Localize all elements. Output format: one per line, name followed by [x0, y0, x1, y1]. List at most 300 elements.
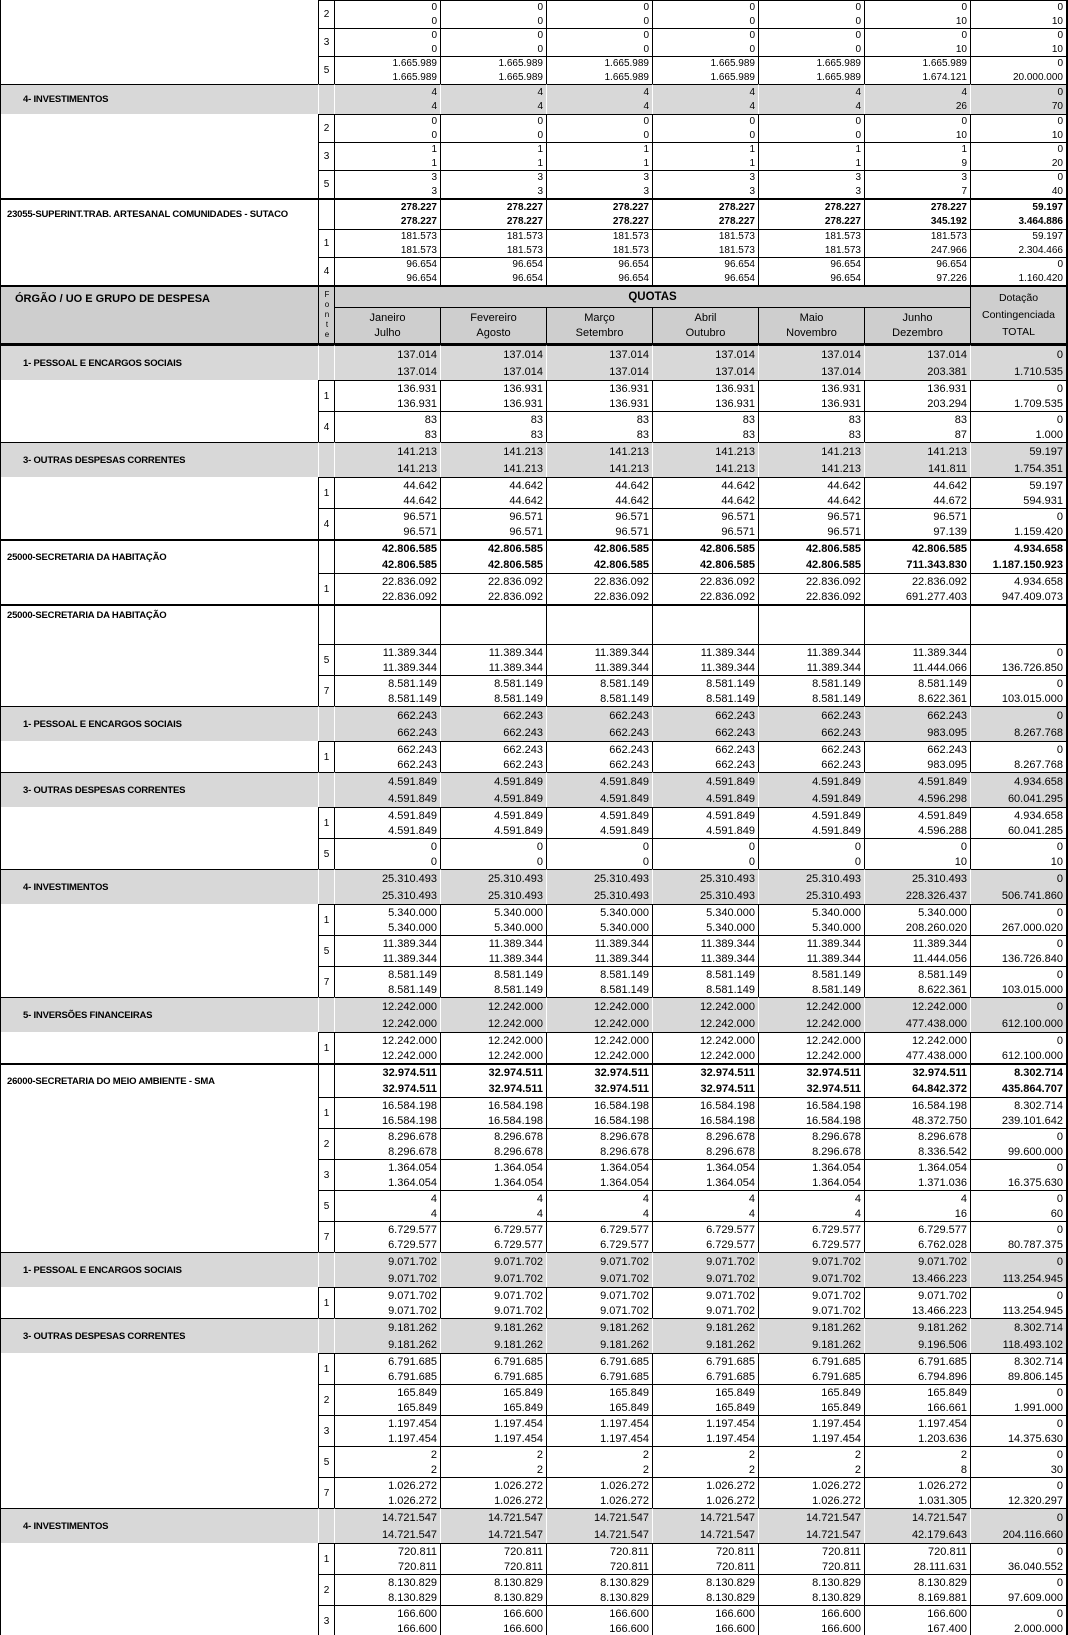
- quota-line1: 83: [954, 413, 967, 426]
- total-cell: [970, 741, 1066, 772]
- quota-line2: 8.130.829: [706, 1591, 755, 1604]
- quota-cell: [546, 935, 652, 966]
- total-cell: [970, 1128, 1066, 1159]
- quota-line1: 662.243: [821, 709, 861, 722]
- quota-line1: 6.791.685: [706, 1355, 755, 1368]
- label-cell: [1, 904, 318, 935]
- quota-cell: [440, 1159, 546, 1190]
- quota-cell: [864, 644, 970, 675]
- dotacao-value: 0: [1056, 1448, 1063, 1461]
- fonte-cell: [318, 997, 334, 1032]
- fonte-cell: 3: [318, 1605, 334, 1635]
- fonte-header-label: Fonte: [322, 290, 332, 340]
- quota-line2: 9.071.702: [600, 1304, 649, 1317]
- quota-line2: 8.130.829: [494, 1591, 543, 1604]
- label-cell: [1, 170, 318, 198]
- quota-line1: 141.213: [927, 445, 967, 458]
- fonte-cell: 1: [318, 380, 334, 411]
- quota-line2: 247.966: [930, 244, 967, 256]
- quota-cell: [652, 442, 758, 477]
- quota-cell: [440, 539, 546, 573]
- quota-line1: 12.242.000: [487, 1034, 543, 1047]
- quota-line2: 2: [854, 1463, 861, 1476]
- quota-line2: 0: [643, 15, 649, 27]
- quota-line2: 662.243: [821, 726, 861, 739]
- quota-line2: 8.581.149: [600, 692, 649, 705]
- quota-line1: 12.242.000: [593, 1000, 649, 1013]
- quota-line2: 32.974.511: [700, 1083, 755, 1095]
- dotacao-value: 0: [1056, 1511, 1063, 1524]
- quota-line1: [441, 606, 546, 625]
- quota-line2: 720.811: [716, 1560, 755, 1573]
- quota-line2: 166.600: [503, 1622, 543, 1635]
- quota-cell: [758, 0, 864, 28]
- quota-line1: 0: [642, 840, 649, 853]
- quota-cell: [440, 1190, 546, 1221]
- quota-line2: 1.665.989: [710, 71, 755, 83]
- quota-line1: 44.642: [509, 479, 543, 492]
- group-row: [1, 997, 1066, 1032]
- quota-cell: [864, 1128, 970, 1159]
- total-value: 435.864.707: [1001, 1083, 1063, 1095]
- quota-cell: [334, 442, 440, 477]
- dotacao-value: 0: [1056, 709, 1063, 722]
- quota-cell: [546, 997, 652, 1032]
- quota-line1: 3: [537, 172, 543, 184]
- label-cell: [1, 807, 318, 838]
- quota-cell: [864, 1477, 970, 1508]
- quota-line1: 42.806.585: [381, 543, 437, 555]
- quota-cell: [864, 1287, 970, 1318]
- fonte-header-cell: [318, 287, 334, 343]
- fonte-cell: 5: [318, 1190, 334, 1221]
- total-value: 113.254.945: [1002, 1272, 1063, 1285]
- label-cell: 5- INVERSÕES FINANCEIRAS: [1, 997, 318, 1032]
- quota-line2: 203.381: [927, 365, 967, 378]
- quota-line2: 8.581.149: [812, 692, 861, 705]
- quota-line1: 137.014: [927, 348, 967, 361]
- quota-cell: [440, 84, 546, 114]
- quota-line2: 2: [430, 1463, 437, 1476]
- quota-line1: 25.310.493: [805, 872, 861, 885]
- label-cell: [1, 380, 318, 411]
- quota-line2: 48.372.750: [911, 1114, 967, 1127]
- quota-cell: [864, 345, 970, 380]
- quota-line1: 662.243: [927, 743, 967, 756]
- quota-line1: 11.389.344: [488, 646, 543, 659]
- quota-cell: [334, 142, 440, 170]
- fonte-cell: 1: [318, 229, 334, 257]
- total-value: 136.726.850: [1001, 661, 1063, 674]
- quota-line1: 4.591.849: [812, 775, 861, 788]
- quota-line1: 1.197.454: [494, 1417, 543, 1430]
- quota-line1: 4: [642, 1192, 649, 1205]
- dotacao-value: 0: [1056, 1289, 1063, 1302]
- quota-line1: 5.340.000: [918, 906, 967, 919]
- quota-cell: [652, 1252, 758, 1287]
- quota-cell: [546, 1353, 652, 1384]
- label-cell: [1, 1032, 318, 1063]
- quota-line1: 137.014: [503, 348, 543, 361]
- fonte-cell: [318, 1252, 334, 1287]
- quota-line2: 83: [424, 428, 437, 441]
- label-cell: [1, 1128, 318, 1159]
- quota-cell: [440, 442, 546, 477]
- quota-line1: 3: [643, 172, 649, 184]
- dotacao-header-line2: Contingenciada: [982, 308, 1055, 321]
- quota-line2: 4.591.849: [494, 792, 543, 805]
- quota-line1: 32.974.511: [488, 1067, 543, 1079]
- total-cell: [970, 142, 1066, 170]
- fonte-row: [1, 1415, 1066, 1446]
- quota-line2: 181.573: [612, 244, 649, 256]
- quota-cell: [440, 1128, 546, 1159]
- quota-line2: 14.721.547: [487, 1528, 543, 1541]
- quota-line1: 6.729.577: [918, 1223, 967, 1236]
- quota-line1: 9.181.262: [918, 1321, 967, 1334]
- quota-cell: [334, 1190, 440, 1221]
- quota-line1: 662.243: [821, 743, 861, 756]
- quota-cell: [758, 539, 864, 573]
- quota-line1: 3: [855, 172, 861, 184]
- quota-line2: 5.340.000: [600, 921, 649, 934]
- quota-line2: 9.071.702: [494, 1304, 543, 1317]
- quota-cell: [546, 1221, 652, 1252]
- total-cell: [970, 229, 1066, 257]
- fonte-row: [1, 380, 1066, 411]
- quota-cell: [758, 675, 864, 706]
- total-cell: [970, 539, 1066, 573]
- quota-cell: [334, 997, 440, 1032]
- quota-cell: [334, 1287, 440, 1318]
- quota-line1: 83: [848, 413, 861, 426]
- quota-cell: [334, 1063, 440, 1097]
- month-line2: Dezembro: [892, 326, 943, 339]
- quota-line1: 136.931: [609, 382, 649, 395]
- quota-line1: 278.227: [824, 201, 861, 213]
- label-cell: [1, 1287, 318, 1318]
- quota-line2: 0: [749, 43, 755, 55]
- quota-line2: 9.071.702: [388, 1272, 437, 1285]
- quota-line1: 136.931: [397, 382, 437, 395]
- total-value: 1.187.150.923: [992, 559, 1063, 571]
- quota-line2: 3: [431, 185, 437, 197]
- quota-line1: 2: [642, 1448, 649, 1461]
- quota-cell: [546, 56, 652, 84]
- total-value: 1.159.420: [1014, 525, 1063, 538]
- quota-line1: 4.591.849: [706, 775, 755, 788]
- quota-line2: 278.227: [824, 216, 861, 228]
- quota-line1: 8.581.149: [494, 968, 543, 981]
- quota-line2: 720.811: [504, 1560, 543, 1573]
- quota-line1: 6.791.685: [494, 1355, 543, 1368]
- quota-line1: 1.665.989: [604, 58, 649, 70]
- quota-cell: [546, 604, 652, 644]
- quota-line1: 4: [431, 86, 437, 98]
- quota-cell: [758, 1128, 864, 1159]
- quota-line1: 662.243: [609, 743, 649, 756]
- quota-cell: [440, 1032, 546, 1063]
- quota-line2: 8.336.542: [918, 1145, 967, 1158]
- quota-line1: 9.181.262: [600, 1321, 649, 1334]
- fonte-cell: 2: [318, 1384, 334, 1415]
- quota-line2: 8.581.149: [812, 983, 861, 996]
- total-value: 10: [1051, 15, 1063, 27]
- fonte-row: [1, 1574, 1066, 1605]
- quota-line2: 11.444.056: [912, 952, 967, 965]
- org-row: [1, 198, 1066, 229]
- fonte-cell: [318, 1318, 334, 1353]
- quota-line1: 136.931: [503, 382, 543, 395]
- quota-cell: [334, 1446, 440, 1477]
- quota-line2: 12.242.000: [699, 1049, 755, 1062]
- quota-cell: [758, 114, 864, 142]
- quota-line2: 22.836.092: [805, 590, 861, 603]
- total-cell: [970, 997, 1066, 1032]
- dotacao-value: 0: [1056, 677, 1063, 690]
- quota-cell: [758, 966, 864, 997]
- total-value: 60.041.285: [1007, 824, 1063, 837]
- quota-cell: [864, 84, 970, 114]
- dotacao-value: 8.302.714: [1014, 1321, 1063, 1334]
- quota-line1: 1.026.272: [494, 1479, 543, 1492]
- quota-line1: 44.642: [403, 479, 437, 492]
- quota-cell: [334, 573, 440, 604]
- quota-cell: [758, 1287, 864, 1318]
- label-cell: [1, 1159, 318, 1190]
- dotacao-value: 0: [1057, 58, 1063, 70]
- label-cell: [1, 1477, 318, 1508]
- dotacao-value: 0: [1056, 413, 1063, 426]
- quota-line2: 166.600: [715, 1622, 755, 1635]
- quota-line1: 9.181.262: [812, 1321, 861, 1334]
- quota-cell: [440, 114, 546, 142]
- quota-line1: 96.654: [406, 259, 437, 271]
- quota-cell: [758, 772, 864, 807]
- dotacao-value: 0: [1056, 348, 1063, 361]
- quota-line2: 13.466.223: [911, 1304, 967, 1317]
- quota-cell: [440, 966, 546, 997]
- quota-cell: [546, 1252, 652, 1287]
- quota-line2: 4.591.849: [706, 792, 755, 805]
- label-cell: [1, 257, 318, 285]
- quota-line2: 9.181.262: [388, 1338, 437, 1351]
- quota-cell: [758, 170, 864, 198]
- quota-line1: 136.931: [927, 382, 967, 395]
- quota-line1: 96.654: [618, 259, 649, 271]
- month-line2: Outubro: [685, 326, 726, 339]
- quota-cell: [546, 706, 652, 741]
- total-value: 1.754.351: [1014, 462, 1063, 475]
- quota-line2: 4.591.849: [388, 824, 437, 837]
- quota-line1: 12.242.000: [911, 1034, 967, 1047]
- quota-line1: 6.791.685: [918, 1355, 967, 1368]
- quota-line1: 22.836.092: [381, 575, 437, 588]
- rows-main: [1, 345, 1066, 1635]
- quota-cell: [334, 869, 440, 904]
- quota-cell: [864, 28, 970, 56]
- quota-cell: [440, 807, 546, 838]
- quota-line2: 720.811: [398, 1560, 437, 1573]
- quota-line1: 0: [643, 116, 649, 128]
- quota-line1: 0: [748, 840, 755, 853]
- quota-line1: 25.310.493: [593, 872, 649, 885]
- fonte-cell: 1: [318, 1287, 334, 1318]
- quota-cell: [864, 604, 970, 644]
- fonte-cell: [318, 772, 334, 807]
- quota-line1: 2: [536, 1448, 543, 1461]
- quota-line2: 8.581.149: [494, 983, 543, 996]
- quota-line1: 16.584.198: [699, 1099, 755, 1112]
- quota-line1: 8.130.829: [812, 1576, 861, 1589]
- quota-cell: [440, 1477, 546, 1508]
- dotacao-value: 0: [1057, 116, 1063, 128]
- dotacao-value: 4.934.658: [1014, 775, 1063, 788]
- quota-line1: 0: [854, 840, 861, 853]
- quota-cell: [440, 411, 546, 442]
- quota-cell: [334, 772, 440, 807]
- quota-line2: 8.169.881: [918, 1591, 967, 1604]
- quota-line2: 11.389.344: [806, 952, 861, 965]
- quota-line1: 8.581.149: [388, 677, 437, 690]
- quota-line2: 14.721.547: [805, 1528, 861, 1541]
- quota-line2: 6.794.896: [918, 1370, 967, 1383]
- dotacao-value: 59.197: [1032, 201, 1063, 213]
- quota-line1: 1.026.272: [706, 1479, 755, 1492]
- quota-line2: 16: [954, 1207, 967, 1220]
- quota-line1: 9.071.702: [706, 1289, 755, 1302]
- quota-line2: 32.974.511: [806, 1083, 861, 1095]
- quota-line2: 1.665.989: [816, 71, 861, 83]
- total-cell: [970, 644, 1066, 675]
- quota-cell: [758, 477, 864, 508]
- quota-line1: 166.600: [927, 1607, 967, 1620]
- label-cell: [1, 1384, 318, 1415]
- total-cell: [970, 935, 1066, 966]
- total-cell: [970, 28, 1066, 56]
- fonte-cell: 5: [318, 56, 334, 84]
- quota-cell: [758, 644, 864, 675]
- dotacao-value: 0: [1056, 743, 1063, 756]
- quota-line2: 0: [643, 129, 649, 141]
- quota-line1: 4.591.849: [388, 775, 437, 788]
- quota-line2: 228.326.437: [905, 889, 967, 902]
- fonte-row: [1, 1543, 1066, 1574]
- quota-cell: [334, 229, 440, 257]
- quota-cell: [440, 1574, 546, 1605]
- quota-cell: [546, 1574, 652, 1605]
- quota-cell: [546, 1446, 652, 1477]
- rows-top: [1, 0, 1066, 285]
- quota-cell: [864, 741, 970, 772]
- quota-line2: 141.213: [397, 462, 437, 475]
- quota-cell: [652, 257, 758, 285]
- quota-line1: 0: [961, 30, 967, 42]
- quota-line2: 11.389.344: [594, 661, 649, 674]
- quota-line1: 16.584.198: [805, 1099, 861, 1112]
- quota-line2: 662.243: [609, 758, 649, 771]
- quota-cell: [758, 1190, 864, 1221]
- quota-line1: 0: [960, 840, 967, 853]
- quota-cell: [652, 198, 758, 229]
- quota-line2: 8.581.149: [706, 692, 755, 705]
- quota-line1: 14.721.547: [593, 1511, 649, 1524]
- quota-line2: 8.581.149: [388, 983, 437, 996]
- quota-line1: 4: [748, 1192, 755, 1205]
- quota-line2: [547, 625, 652, 644]
- quota-line1: 12.242.000: [381, 1034, 437, 1047]
- quota-cell: [652, 1353, 758, 1384]
- quota-line2: 141.213: [609, 462, 649, 475]
- quota-cell: [758, 807, 864, 838]
- quota-line1: 4: [961, 86, 967, 98]
- total-value: 70: [1051, 101, 1063, 113]
- total-value: 2.000.000: [1014, 1622, 1063, 1635]
- dotacao-value: 0: [1057, 30, 1063, 42]
- quota-line1: 181.573: [718, 231, 755, 243]
- fonte-cell: [318, 345, 334, 380]
- quota-line2: 12.242.000: [699, 1017, 755, 1030]
- fonte-row: [1, 1384, 1066, 1415]
- quota-cell: [440, 508, 546, 539]
- quota-line1: 662.243: [715, 743, 755, 756]
- quota-cell: [758, 1477, 864, 1508]
- quota-line1: 8.130.829: [494, 1576, 543, 1589]
- label-cell: [1, 142, 318, 170]
- quota-cell: [546, 442, 652, 477]
- quota-line1: 1.665.989: [498, 58, 543, 70]
- total-cell: [970, 604, 1066, 644]
- total-value: 12.320.297: [1007, 1494, 1063, 1507]
- quota-cell: [440, 380, 546, 411]
- quota-line2: 5.340.000: [812, 921, 861, 934]
- total-value: 612.100.000: [1001, 1017, 1063, 1030]
- quota-line1: 32.974.511: [594, 1067, 649, 1079]
- quota-line1: 0: [537, 30, 543, 42]
- quota-cell: [652, 772, 758, 807]
- quota-cell: [334, 170, 440, 198]
- quota-line2: 1.364.054: [600, 1176, 649, 1189]
- quota-line1: 0: [537, 2, 543, 14]
- quota-cell: [864, 1574, 970, 1605]
- quota-line1: 2: [960, 1448, 967, 1461]
- quota-cell: [864, 1318, 970, 1353]
- quota-line1: 5.340.000: [494, 906, 543, 919]
- total-cell: [970, 706, 1066, 741]
- quota-line2: 4: [536, 1207, 543, 1220]
- quota-cell: [440, 345, 546, 380]
- quota-line1: 278.227: [400, 201, 437, 213]
- quota-cell: [440, 1446, 546, 1477]
- quota-line2: 87: [954, 428, 967, 441]
- quota-cell: [652, 1543, 758, 1574]
- quota-cell: [546, 1477, 652, 1508]
- quota-line2: 1.364.054: [388, 1176, 437, 1189]
- quota-line2: 208.260.020: [905, 921, 967, 934]
- quota-line1: 181.573: [400, 231, 437, 243]
- quota-cell: [864, 706, 970, 741]
- label-cell: 3- OUTRAS DESPESAS CORRENTES: [1, 442, 318, 477]
- quota-cell: [864, 539, 970, 573]
- quota-cell: [440, 1353, 546, 1384]
- fonte-cell: 3: [318, 1415, 334, 1446]
- quota-line1: 12.242.000: [593, 1034, 649, 1047]
- total-value: 103.015.000: [1001, 692, 1063, 705]
- quota-line1: 8.581.149: [706, 677, 755, 690]
- quota-cell: [440, 604, 546, 644]
- quota-line1: 6.729.577: [812, 1223, 861, 1236]
- fonte-cell: 2: [318, 1574, 334, 1605]
